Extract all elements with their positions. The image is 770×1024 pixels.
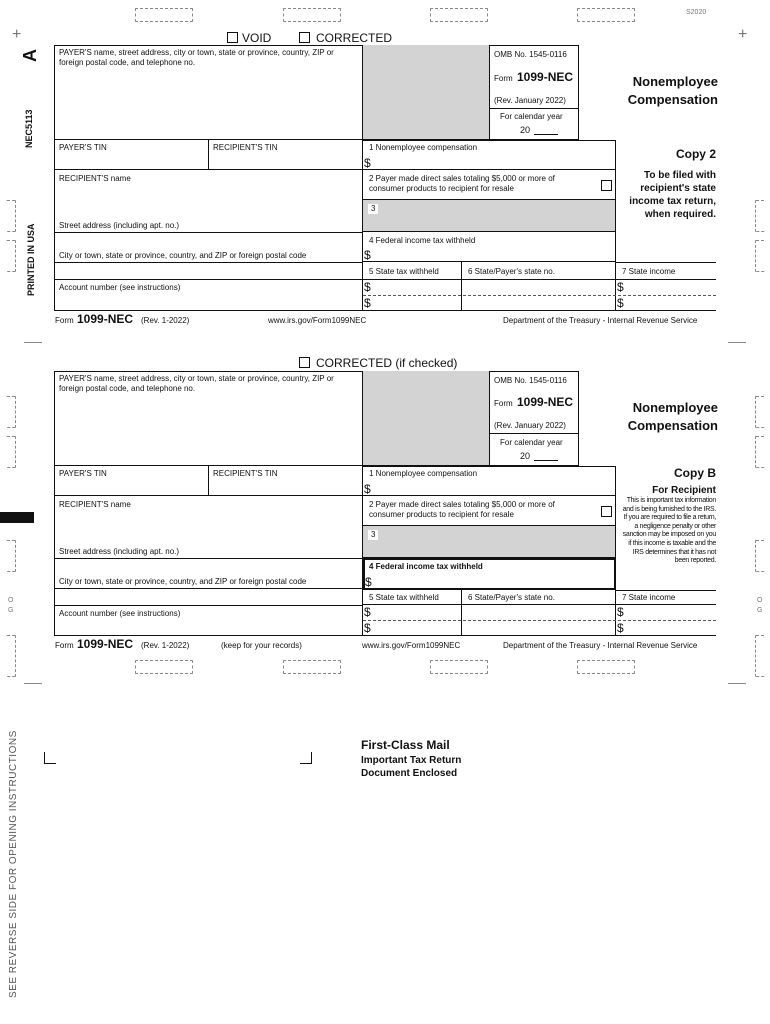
year-prefix: 20 xyxy=(520,451,531,461)
copy-subtitle: For Recipient xyxy=(652,485,716,496)
box1-label: 1 Nonemployee compensation xyxy=(369,469,478,478)
city-divider xyxy=(54,262,363,263)
box3 xyxy=(363,200,616,232)
account-label: Account number (see instructions) xyxy=(59,609,181,618)
perforation-slot xyxy=(283,8,341,22)
payer-tin-label: PAYER'S TIN xyxy=(59,469,107,478)
calendar-year-label: For calendar year xyxy=(500,112,563,121)
dollar-sign: $ xyxy=(364,482,371,496)
box5-top-line xyxy=(363,604,716,605)
window-corner-left xyxy=(44,752,56,764)
corner-code: S2020 xyxy=(686,9,707,16)
footer-url: www.irs.gov/Form1099NEC xyxy=(268,316,367,325)
copy-description: This is important tax information and is being furnished to the IRS. If you are required to file a return, a negligence penalty or other sanction may be imposed on you if this income is taxable and the IRS determines that it has not been reported. xyxy=(622,497,716,565)
copy-title: Copy 2 xyxy=(675,147,716,161)
calendar-year-label: For calendar year xyxy=(500,438,563,447)
cut-tick xyxy=(728,683,746,684)
cut-tick xyxy=(24,342,42,343)
recipient-name-label: RECIPIENT'S name xyxy=(59,500,131,509)
revision: (Rev. January 2022) xyxy=(494,96,566,105)
perforation-slot xyxy=(577,8,635,22)
side-slot xyxy=(755,540,765,572)
box2-label: 2 Payer made direct sales totaling $5,000 or more of consumer products to recipient for resale xyxy=(369,500,555,519)
dollar-sign: $ xyxy=(364,605,371,619)
dollar-sign: $ xyxy=(364,156,371,170)
account-label: Account number (see instructions) xyxy=(59,283,181,292)
box3-label: 3 xyxy=(368,530,378,540)
recipient-tin-label: RECIPIENT'S TIN xyxy=(213,143,278,152)
street-address-label: Street address (including apt. no.) xyxy=(59,547,180,556)
footer-department: Department of the Treasury - Internal Revenue Service xyxy=(503,641,698,650)
corrected-label: CORRECTED (if checked) xyxy=(316,356,458,370)
first-class-mail: First-Class Mail xyxy=(361,738,450,752)
cut-tick xyxy=(728,342,746,343)
perforation-slot xyxy=(577,660,635,674)
state-row-divider xyxy=(363,620,716,621)
side-slot xyxy=(6,200,16,232)
recipient-tin-label: RECIPIENT'S TIN xyxy=(213,469,278,478)
city-label: City or town, state or province, country, and ZIP or foreign postal code xyxy=(59,251,307,260)
box5-top-line xyxy=(363,279,716,280)
dollar-sign: $ xyxy=(617,280,624,294)
form-number: 1099-NEC xyxy=(517,395,574,409)
form-prefix: Form xyxy=(494,74,513,83)
document-enclosed: Document Enclosed xyxy=(361,768,458,779)
void-label: VOID xyxy=(242,31,272,45)
perforation-slot xyxy=(135,8,193,22)
omb-number: OMB No. 1545-0116 xyxy=(494,50,567,59)
dollar-sign: $ xyxy=(365,575,372,589)
printed-in-usa: PRINTED IN USA xyxy=(26,223,36,296)
side-slot xyxy=(755,635,765,677)
state-row-divider xyxy=(363,295,716,296)
form-code: NEC5113 xyxy=(24,109,34,148)
side-slot xyxy=(755,200,765,232)
gray-shaded-box xyxy=(363,371,490,466)
plus-mark-icon: + xyxy=(12,26,22,43)
year-input-line[interactable] xyxy=(534,460,558,461)
side-slot xyxy=(755,396,765,428)
year-input-line[interactable] xyxy=(534,134,558,135)
og-left: O G xyxy=(8,597,14,614)
perforation-slot xyxy=(430,8,488,22)
footer-form-prefix: Form xyxy=(55,641,74,650)
year-prefix: 20 xyxy=(520,125,531,135)
revision: (Rev. January 2022) xyxy=(494,421,566,430)
side-slot xyxy=(6,396,16,428)
form-bottom-border xyxy=(54,310,716,311)
recipient-name-label: RECIPIENT'S name xyxy=(59,174,131,183)
box3-label: 3 xyxy=(368,204,378,214)
box5-label: 5 State tax withheld xyxy=(369,593,439,602)
important-tax-return: Important Tax Return xyxy=(361,755,462,766)
dollar-sign: $ xyxy=(364,621,371,635)
perforation-slot xyxy=(283,660,341,674)
city-divider xyxy=(54,588,363,589)
dollar-sign: $ xyxy=(617,296,624,310)
box2-label: 2 Payer made direct sales totaling $5,000 or more of consumer products to recipient for resale xyxy=(369,174,555,193)
corrected-checkbox[interactable] xyxy=(299,32,310,43)
payer-name-label: PAYER'S name, street address, city or town, state or province, country, ZIP or foreign postal code, and telephone no. xyxy=(59,48,334,67)
box3 xyxy=(363,526,616,558)
form-title: Nonemployee Compensation xyxy=(627,74,718,107)
dollar-sign: $ xyxy=(364,280,371,294)
dollar-sign: $ xyxy=(364,296,371,310)
og-right: O G xyxy=(757,597,763,614)
box5-label: 5 State tax withheld xyxy=(369,267,439,276)
perforation-slot xyxy=(430,660,488,674)
city-label: City or town, state or province, country, and ZIP or foreign postal code xyxy=(59,577,307,586)
cut-tick xyxy=(24,683,42,684)
form-prefix: Form xyxy=(494,399,513,408)
box4-label: 4 Federal income tax withheld xyxy=(369,236,476,245)
plus-mark-icon: + xyxy=(738,26,748,43)
footer-department: Department of the Treasury - Internal Revenue Service xyxy=(503,316,698,325)
side-slot xyxy=(6,635,16,677)
box2-checkbox[interactable] xyxy=(601,180,612,191)
box7-label: 7 State income xyxy=(622,267,676,276)
omb-divider xyxy=(490,433,579,434)
side-slot xyxy=(6,436,16,468)
footer-form-number: 1099-NEC xyxy=(77,312,134,326)
form-number: 1099-NEC xyxy=(517,70,574,84)
street-divider xyxy=(54,232,363,233)
copy-letter: A xyxy=(20,49,40,62)
footer-revision: (Rev. 1-2022) xyxy=(141,316,190,325)
right-column-divider xyxy=(616,590,716,591)
perforation-slot xyxy=(135,660,193,674)
omb-number: OMB No. 1545-0116 xyxy=(494,376,567,385)
dollar-sign: $ xyxy=(617,621,624,635)
see-reverse-side: SEE REVERSE SIDE FOR OPENING INSTRUCTIONS xyxy=(8,730,19,998)
side-slot xyxy=(6,240,16,272)
omb-divider xyxy=(490,108,579,109)
form-bottom-border xyxy=(54,635,716,636)
footer-keep: (keep for your records) xyxy=(221,641,302,650)
footer-form-prefix: Form xyxy=(55,316,74,325)
street-address-label: Street address (including apt. no.) xyxy=(59,221,180,230)
box4-label: 4 Federal income tax withheld xyxy=(369,562,483,571)
payer-tin-label: PAYER'S TIN xyxy=(59,143,107,152)
payer-name-label: PAYER'S name, street address, city or town, state or province, country, ZIP or foreign postal code, and telephone no. xyxy=(59,374,334,393)
footer-form-number: 1099-NEC xyxy=(77,637,134,651)
footer-revision: (Rev. 1-2022) xyxy=(141,641,190,650)
copy-description: To be filed with recipient's state income tax return, when required. xyxy=(629,170,716,220)
form-title: Nonemployee Compensation xyxy=(627,400,718,433)
window-corner-right xyxy=(300,752,312,764)
footer-url: www.irs.gov/Form1099NEC xyxy=(362,641,461,650)
street-divider xyxy=(54,558,363,559)
box6-label: 6 State/Payer's state no. xyxy=(468,593,555,602)
corrected-checkbox[interactable] xyxy=(299,357,310,368)
dollar-sign: $ xyxy=(617,605,624,619)
gray-shaded-box xyxy=(363,45,490,140)
side-slot xyxy=(755,436,765,468)
copy-title: Copy B xyxy=(674,466,716,480)
black-marker xyxy=(0,512,34,523)
side-slot xyxy=(755,240,765,272)
box1-label: 1 Nonemployee compensation xyxy=(369,143,478,152)
box7-label: 7 State income xyxy=(622,593,676,602)
box6-label: 6 State/Payer's state no. xyxy=(468,267,555,276)
dollar-sign: $ xyxy=(364,248,371,262)
side-slot xyxy=(6,540,16,572)
box2-checkbox[interactable] xyxy=(601,506,612,517)
void-checkbox[interactable] xyxy=(227,32,238,43)
corrected-label: CORRECTED xyxy=(316,31,393,45)
